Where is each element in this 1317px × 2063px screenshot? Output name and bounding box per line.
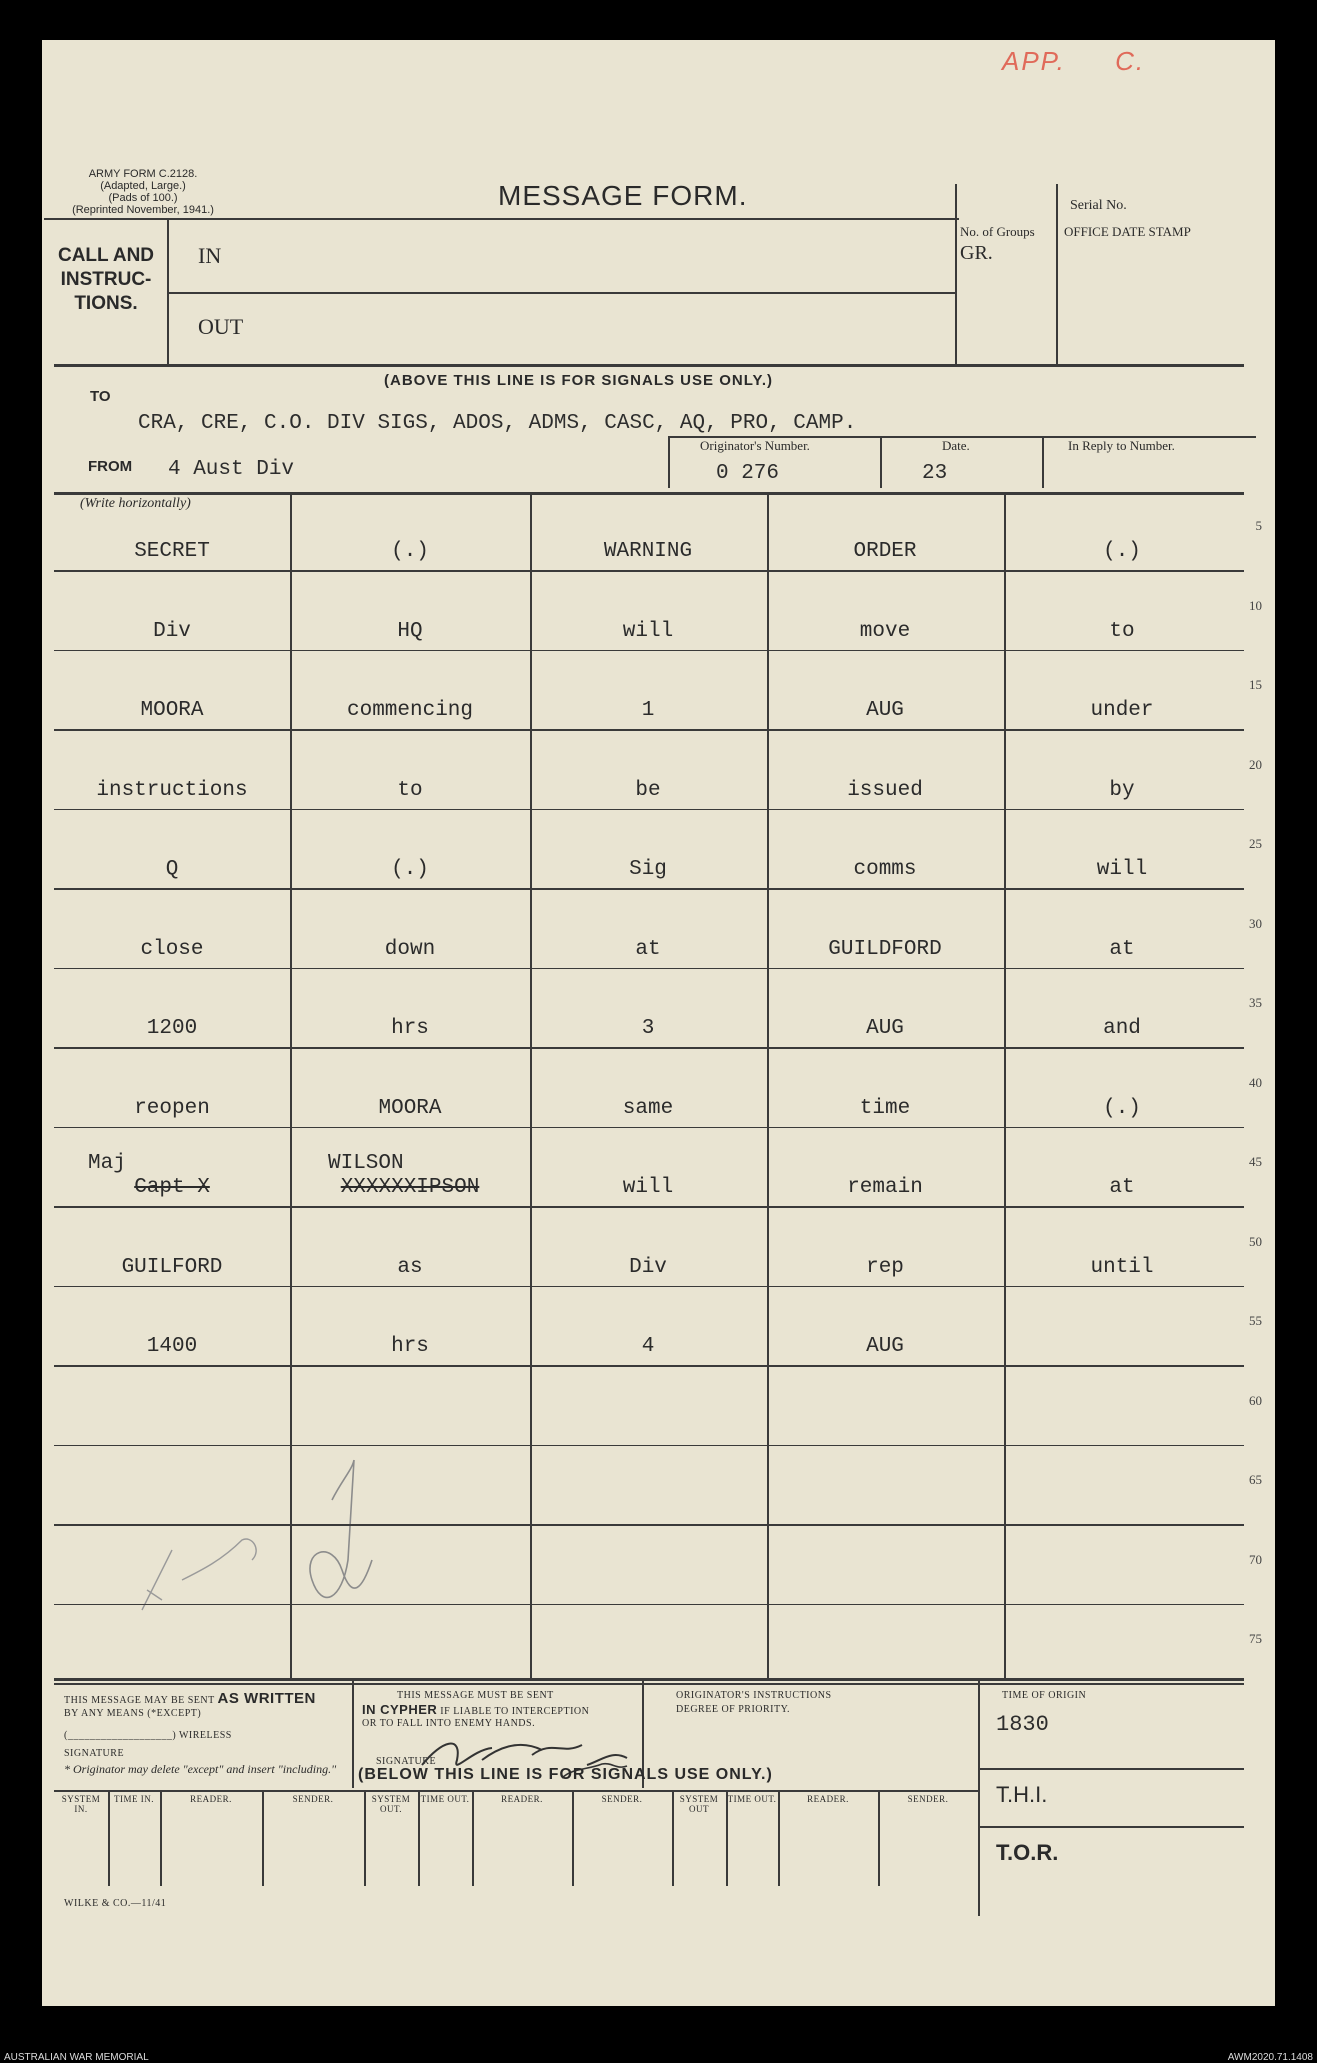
- office-stamp-label: OFFICE DATE STAMP: [1064, 224, 1191, 239]
- groups-divider-right: [1056, 184, 1058, 364]
- message-word-cell: under: [1090, 699, 1154, 722]
- time-origin-value: 1830: [996, 1712, 1049, 1737]
- call-divider: [167, 218, 169, 364]
- wireless-label: WIRELESS: [178, 1730, 232, 1741]
- body-row-rule: [54, 1683, 1244, 1685]
- signals-cols-rule: [54, 1790, 978, 1792]
- form-sub-2: (Pads of 100.): [108, 192, 178, 204]
- out-label: OUT: [198, 314, 244, 339]
- word-count-marker: 60: [1249, 1392, 1262, 1408]
- orig-instructions: ORIGINATOR'S INSTRUCTIONS: [676, 1690, 832, 1701]
- message-word-cell: 4: [641, 1335, 655, 1358]
- message-word-cell: SECRET: [134, 540, 210, 563]
- cypher-line-3: OR TO FALL INTO ENEMY HANDS.: [362, 1718, 536, 1729]
- signals-col-header: SENDER.: [907, 1794, 949, 1804]
- correction-rank: Maj: [88, 1152, 126, 1175]
- body-row-rule: [54, 1206, 1244, 1208]
- message-word-cell: commencing: [346, 699, 474, 722]
- form-id: ARMY FORM C.2128.: [88, 168, 198, 180]
- signals-col-divider: [572, 1790, 574, 1886]
- pencil-marks: [102, 1440, 432, 1670]
- signals-col-divider: [726, 1790, 728, 1886]
- message-word-cell: will: [622, 1176, 674, 1199]
- message-word-cell: close: [140, 937, 204, 961]
- message-word-cell: hrs: [391, 1017, 429, 1040]
- bottom-top-rule: [54, 1678, 1244, 1681]
- credit-right: AWM2020.71.1408: [1227, 2052, 1313, 2063]
- cypher-line-2: IF LIABLE TO INTERCEPTION: [440, 1706, 590, 1717]
- word-count-marker: 70: [1249, 1551, 1262, 1567]
- signals-col-divider: [108, 1790, 110, 1886]
- signals-col-header: SYSTEM OUT.: [371, 1794, 411, 1814]
- below-line-note: (BELOW THIS LINE IS FOR SIGNALS USE ONLY.): [358, 1766, 773, 1783]
- word-count-marker: 30: [1249, 915, 1262, 931]
- appendix-annotation: [1002, 46, 1145, 77]
- groups-label: No. of Groups: [960, 224, 1035, 239]
- message-word-cell: as: [397, 1255, 423, 1279]
- signals-col-header: READER.: [807, 1794, 849, 1804]
- message-word-cell: move: [859, 619, 911, 643]
- serial-label: Serial No.: [1070, 198, 1127, 213]
- word-count-marker: 45: [1249, 1154, 1262, 1169]
- message-word-cell: AUG: [866, 699, 904, 722]
- tor-rule: [978, 1826, 1244, 1828]
- priority-label: DEGREE OF PRIORITY.: [676, 1704, 791, 1715]
- from-value: 4 Aust Div: [168, 458, 295, 481]
- message-word-cell: and: [1103, 1017, 1141, 1040]
- message-word-cell: GUILDFORD: [828, 937, 942, 961]
- signals-col-divider: [418, 1790, 420, 1886]
- message-word-cell: Q: [165, 858, 179, 881]
- write-hint: (Write horizontally): [80, 496, 191, 511]
- body-row-rule: [54, 729, 1244, 731]
- message-word-cell: Div: [629, 1255, 667, 1279]
- form-title: MESSAGE FORM.: [498, 180, 748, 211]
- word-count-marker: 50: [1249, 1233, 1262, 1249]
- send-line-1: [64, 1690, 316, 1707]
- wireless-line: (___________________) WIRELESS: [64, 1730, 232, 1741]
- message-word-cell: by: [1109, 778, 1135, 802]
- printer-label: WILKE & CO.—11/41: [64, 1898, 167, 1909]
- credit-left: AUSTRALIAN WAR MEMORIAL: [4, 2052, 149, 2063]
- word-count-marker: 65: [1249, 1472, 1262, 1487]
- form-sub-1: (Adapted, Large.): [100, 180, 186, 192]
- bottom-div-3: [978, 1680, 980, 1916]
- message-word-cell: will: [1096, 858, 1148, 881]
- body-row-rule: [54, 809, 1244, 811]
- word-count-marker: 10: [1249, 597, 1262, 613]
- message-word-cell: (.): [391, 540, 429, 563]
- signals-col-divider: [778, 1790, 780, 1886]
- word-count-marker: 20: [1249, 756, 1262, 772]
- word-count-marker: 40: [1249, 1074, 1262, 1090]
- thi-label: T.H.I.: [996, 1782, 1048, 1807]
- reply-label: In Reply to Number.: [1068, 438, 1175, 453]
- body-top-rule: [54, 492, 1244, 495]
- message-word-cell: Div: [153, 619, 191, 643]
- cypher-line-1: THIS MESSAGE MUST BE SENT: [397, 1690, 554, 1701]
- body-row-rule: [54, 1604, 1244, 1606]
- message-word-cell: issued: [847, 778, 923, 802]
- message-word-cell: AUG: [866, 1017, 904, 1040]
- message-word-cell: down: [384, 937, 436, 961]
- form-identifier: [68, 168, 218, 216]
- in-out-divider: [167, 292, 955, 294]
- message-word-cell: 3: [641, 1017, 655, 1040]
- orig-number-label: Originator's Number.: [700, 438, 810, 453]
- thi-rule: [978, 1768, 1244, 1770]
- message-word-cell: instructions: [96, 778, 248, 802]
- message-word-cell: WARNING: [603, 540, 693, 563]
- signals-col-divider: [672, 1790, 674, 1886]
- date-divider: [880, 436, 882, 488]
- word-count-marker: 15: [1249, 677, 1262, 692]
- message-word-cell: 1: [641, 699, 655, 722]
- col-divider-2: [530, 492, 532, 1678]
- signals-col-divider: [364, 1790, 366, 1886]
- tor-label: T.O.R.: [996, 1840, 1059, 1865]
- bottom-div-1: [352, 1680, 354, 1788]
- message-word-cell: be: [635, 778, 661, 802]
- signature-label: SIGNATURE: [64, 1748, 125, 1759]
- word-count-marker: 35: [1249, 995, 1262, 1010]
- message-word-cell: 1400: [146, 1335, 198, 1358]
- signals-col-header: TIME OUT.: [727, 1794, 777, 1804]
- body-row-rule: [54, 1286, 1244, 1288]
- message-word-cell: (.): [1103, 540, 1141, 563]
- appendix-letter: C.: [1115, 46, 1146, 76]
- message-word-cell: remain: [847, 1176, 923, 1199]
- groups-value: GR.: [960, 242, 993, 264]
- message-word-cell: AUG: [866, 1335, 904, 1358]
- signals-col-header: SENDER.: [292, 1794, 334, 1804]
- signals-col-header: SENDER.: [601, 1794, 643, 1804]
- message-word-cell: 1200: [146, 1017, 198, 1040]
- message-word-cell: rep: [866, 1255, 904, 1279]
- message-word-cell: to: [397, 778, 423, 802]
- message-word-cell: MOORA: [140, 699, 204, 722]
- form-sub-3: (Reprinted November, 1941.): [72, 204, 214, 216]
- message-word-cell: HQ: [397, 619, 423, 643]
- word-count-marker: 5: [1255, 518, 1262, 533]
- body-row-rule: [54, 1047, 1244, 1049]
- message-word-cell: comms: [853, 858, 917, 881]
- call-instructions-label: CALL AND INSTRUC- TIONS.: [57, 245, 155, 314]
- word-count-marker: 25: [1249, 836, 1262, 851]
- message-word-cell: ORDER: [853, 540, 917, 563]
- body-row-rule: [54, 888, 1244, 890]
- orig-number-value: 0 276: [716, 462, 780, 485]
- message-word-cell: (.): [391, 858, 429, 881]
- send-line-2: BY ANY MEANS (*EXCEPT): [64, 1708, 202, 1719]
- signals-col-header: READER.: [501, 1794, 543, 1804]
- to-value: CRA, CRE, C.O. DIV SIGS, ADOS, ADMS, CASC, AQ, PRO, CAMP.: [138, 412, 857, 435]
- originator-note: * Originator may delete "except" and insert "including.": [64, 1762, 337, 1776]
- message-word-cell: to: [1109, 619, 1135, 643]
- in-label: IN: [198, 243, 222, 268]
- word-count-marker: 75: [1249, 1631, 1262, 1646]
- signals-col-header: READER.: [190, 1794, 232, 1804]
- message-word-cell: XXXXXXIPSON: [340, 1176, 480, 1199]
- signals-col-divider: [472, 1790, 474, 1886]
- message-word-cell: reopen: [134, 1096, 210, 1120]
- signals-note: (ABOVE THIS LINE IS FOR SIGNALS USE ONLY.): [384, 372, 773, 389]
- correction-name: WILSON: [328, 1152, 404, 1175]
- body-row-rule: [54, 1524, 1244, 1526]
- message-word-cell: at: [1109, 1176, 1135, 1199]
- col-divider-3: [767, 492, 769, 1678]
- message-word-cell: at: [1109, 937, 1135, 961]
- signals-col-header: SYSTEM IN.: [61, 1794, 101, 1814]
- signals-use-rule: [54, 364, 1244, 367]
- message-word-cell: same: [622, 1096, 674, 1120]
- message-word-cell: hrs: [391, 1335, 429, 1358]
- signals-col-divider: [878, 1790, 880, 1886]
- send-line-1-text: THIS MESSAGE MAY BE SENT: [64, 1695, 215, 1706]
- message-word-cell: Sig: [629, 858, 667, 881]
- groups-divider-left: [955, 184, 957, 364]
- message-word-cell: will: [622, 619, 674, 643]
- body-row-rule: [54, 1445, 1244, 1447]
- body-row-rule: [54, 968, 1244, 970]
- message-word-cell: (.): [1103, 1096, 1141, 1120]
- message-word-cell: until: [1090, 1255, 1154, 1279]
- body-row-rule: [54, 570, 1244, 572]
- message-word-cell: time: [859, 1096, 911, 1120]
- as-written: AS WRITTEN: [217, 1690, 316, 1707]
- signals-col-divider: [262, 1790, 264, 1886]
- body-row-rule: [54, 1365, 1244, 1367]
- word-count-marker: 55: [1249, 1313, 1262, 1328]
- signature2-label: SIGNATURE: [376, 1756, 437, 1767]
- message-word-cell: at: [635, 937, 661, 961]
- from-label: FROM: [88, 458, 133, 475]
- message-word-cell: GUILFORD: [121, 1255, 223, 1279]
- signals-col-divider: [160, 1790, 162, 1886]
- message-word-cell: Capt X: [134, 1176, 210, 1199]
- in-cypher: IN CYPHER: [362, 1702, 438, 1717]
- body-row-rule: [54, 1127, 1244, 1129]
- time-origin-label: TIME OF ORIGIN: [1002, 1690, 1087, 1701]
- col-divider-4: [1004, 492, 1006, 1678]
- body-row-rule: [54, 650, 1244, 652]
- date-label: Date.: [942, 438, 970, 453]
- date-value: 23: [922, 462, 948, 485]
- signals-col-header: TIME IN.: [114, 1794, 154, 1804]
- cypher-line-2-wrap: [362, 1702, 589, 1717]
- to-label: TO: [90, 388, 111, 405]
- orig-divider: [668, 436, 670, 488]
- signals-col-header: SYSTEM OUT: [679, 1794, 719, 1814]
- signals-col-header: TIME OUT.: [420, 1794, 470, 1804]
- header-rule: [44, 218, 959, 220]
- reply-divider: [1042, 436, 1044, 488]
- appendix-label: APP.: [1002, 46, 1066, 76]
- message-form-sheet: [42, 40, 1275, 2006]
- message-word-cell: MOORA: [378, 1096, 442, 1120]
